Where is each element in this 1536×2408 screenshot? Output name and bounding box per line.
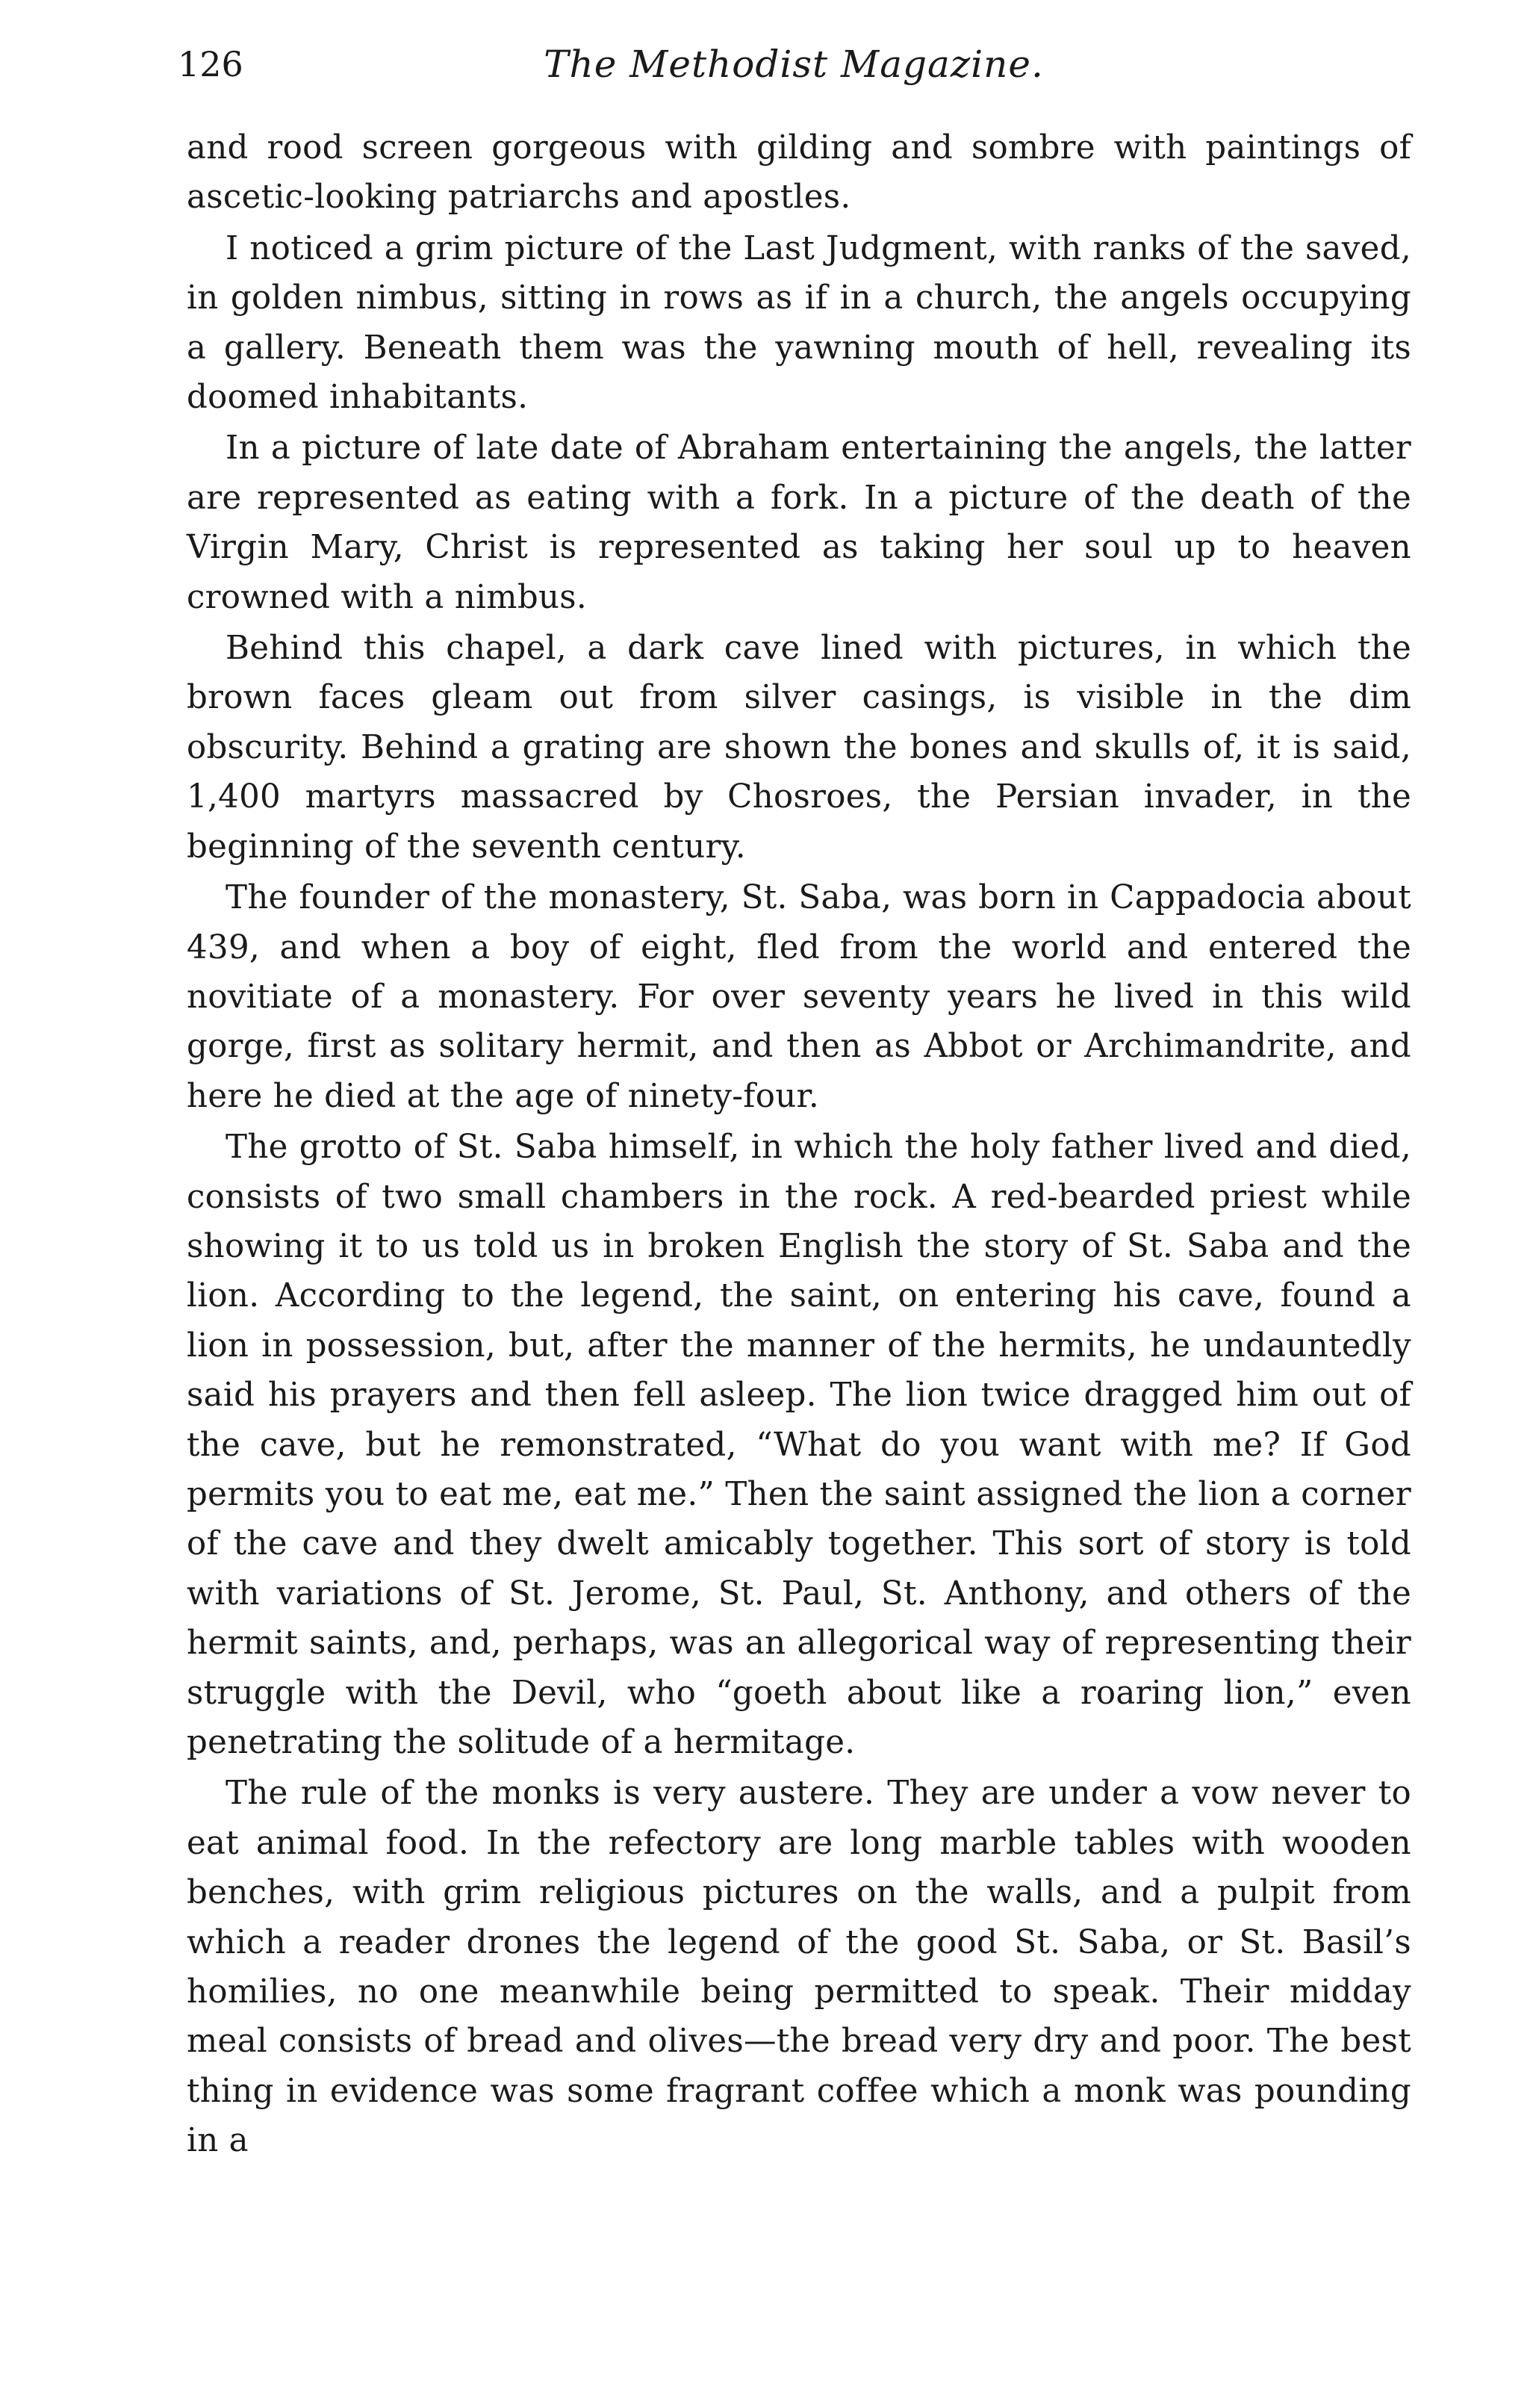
paragraph-abraham-picture: In a picture of late date of Abraham entertaining the angels, the latter are represented as eating with a fork. In a picture of the death of the Virgin Mary, Christ is represented as taking her soul up to heaven crowned with a nimbus. bbox=[187, 429, 1411, 616]
page-number: 126 bbox=[178, 44, 243, 84]
paragraph-founder: The founder of the monastery, St. Saba, was born in Cappadocia about 439, and when a boy of eight, fled from the world and entered the novitiate of a monastery. For over seventy years he lived in this wild gorge, first as solitary hermit, and then as Abbot or Archimandrite, and here he died at the age of ninety-four. bbox=[187, 879, 1411, 1115]
body-text bbox=[187, 123, 1411, 2166]
paragraph-last-judgment: I noticed a grim picture of the Last Judgment, with ranks of the saved, in golden nimbus, sitting in rows as if in a church, the angels occupying a gallery. Beneath them was the yawning mouth of hell, revealing its doomed inhabitants. bbox=[187, 229, 1411, 417]
running-title: The Methodist Magazine. bbox=[544, 43, 1044, 86]
paragraph-dark-cave: Behind this chapel, a dark cave lined with pictures, in which the brown faces gleam out from silver casings, is visible in the dim obscurity. Behind a grating are shown the bones and skulls of, it is said, 1,400 martyrs massacred by Chosroes, the Persian invader, in the beginning of the seventh century. bbox=[187, 630, 1411, 866]
paragraph-monk-rule: The rule of the monks is very austere. They are under a vow never to eat animal food. In the refectory are long marble tables with wooden benches, with grim religious pictures on the walls, and a pulpit from which a reader drones the legend of the good St. Saba, or St. Basil’s homilies, no one meanwhile being permitted to speak. Their midday meal consists of bread and olives—the bread very dry and poor. The best thing in evidence was some fragrant coffee which a monk was pounding in a bbox=[187, 1775, 1411, 2160]
page-header bbox=[178, 34, 1410, 94]
paragraph-grotto-lion: The grotto of St. Saba himself, in which the holy father lived and died, consists of two small chambers in the rock. A red-bearded priest while showing it to us told us in broken English the story of St. Saba and the lion. According to the legend, the saint, on entering his cave, found a lion in possession, but, after the manner of the hermits, he undauntedly said his prayers and then fell asleep. The lion twice dragged him out of the cave, but he remonstrated, “What do you want with me? If God permits you to eat me, eat me.” Then the saint assigned the lion a corner of the cave and they dwelt amicably together. This sort of story is told with variations of St. Jerome, St. Paul, St. Anthony, and others of the hermit saints, and, perhaps, was an allegorical way of representing their struggle with the Devil, who “goeth about like a roaring lion,” even penetrating the solitude of a hermitage. bbox=[187, 1129, 1411, 1761]
paragraph-continued: and rood screen gorgeous with gilding and sombre with paintings of ascetic-looking patriarchs and apostles. bbox=[187, 129, 1411, 217]
